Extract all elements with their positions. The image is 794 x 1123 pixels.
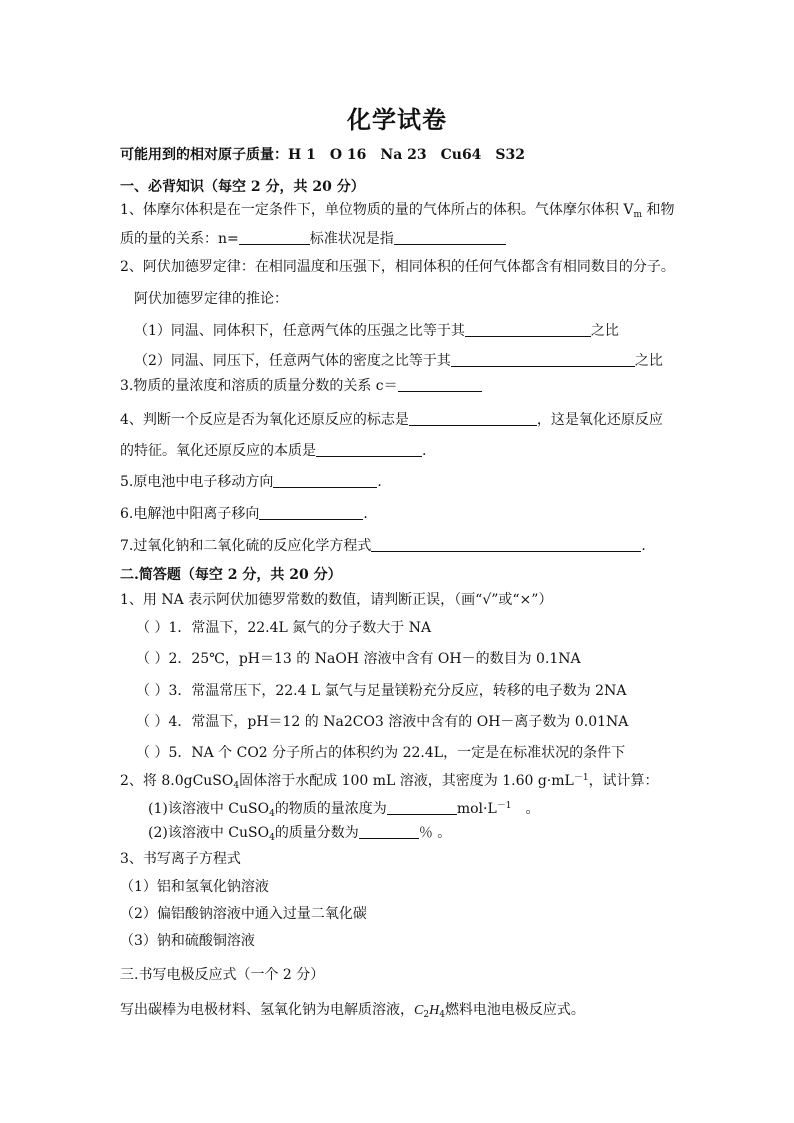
answer-blank[interactable] xyxy=(239,231,310,245)
s1-q1-b-pre: 质的量的关系：n= xyxy=(120,231,239,247)
s1-q3-text: 3.物质的量浓度和溶质的质量分数的关系 c＝ xyxy=(120,378,398,394)
s1-q7 xyxy=(120,537,646,555)
s1-q7-end: . xyxy=(641,538,646,554)
s1-q5 xyxy=(120,473,382,491)
s1-q2-2 xyxy=(134,352,663,370)
s1-q4-b-text: 的特征。氧化还原反应的本质是 xyxy=(120,443,316,459)
s2-q2-text-end: ，试计算： xyxy=(588,773,659,789)
s1-q6-end: . xyxy=(363,506,368,522)
answer-blank[interactable] xyxy=(398,378,482,392)
formula-c: C xyxy=(414,1003,424,1018)
s1-q6-text: 6.电解池中阳离子移向 xyxy=(120,506,260,522)
s1-q4-b-end: . xyxy=(422,443,427,459)
s2-item: （ ）2．25℃，pH＝13 的 NaOH 溶液中含有 OH－的数目为 0.1NA xyxy=(136,651,581,667)
s1-q2-1 xyxy=(134,322,619,340)
answer-blank[interactable] xyxy=(387,801,457,815)
s2-q3: 3、书写离子方程式 xyxy=(120,851,241,867)
s1-q3 xyxy=(120,377,482,395)
s2-q2-1-end: 。 xyxy=(511,801,540,817)
s1-q1-text-end: 和物 xyxy=(642,202,675,218)
s2-q2-1-text: (1)该溶液中 CuSO xyxy=(148,801,270,817)
s1-q2-sub: 阿伏加德罗定律的推论： xyxy=(134,291,288,307)
s2-q2-2-text: (2)该溶液中 CuSO xyxy=(148,825,270,841)
s2-q2-2-end: ％ 。 xyxy=(418,825,452,841)
answer-blank[interactable] xyxy=(259,506,363,520)
subscript: 4 xyxy=(269,833,275,843)
s2-q1: 1、用 NA 表示阿伏加德罗常数的数值，请判断正误，（画“√”或“×”） xyxy=(120,592,553,608)
section-3-header: 三.书写电极反应式（一个 2 分） xyxy=(120,967,325,983)
s1-q2-1-end: 之比 xyxy=(590,323,619,339)
subscript: 4 xyxy=(439,1010,445,1020)
atomic-masses: 可能用到的相对原子质量：H 1 O 16 Na 23 Cu64 S32 xyxy=(120,147,526,163)
s1-q2-1-text: （1）同温、同体积下，任意两气体的压强之比等于其 xyxy=(134,323,465,339)
answer-blank[interactable] xyxy=(465,323,591,337)
answer-blank[interactable] xyxy=(273,474,377,488)
s2-q2-2-mid: 的质量分数为 xyxy=(274,825,359,841)
s2-item: （ ）3．常温常压下，22.4 L 氯气与足量镁粉充分反应，转移的电子数为 2NA xyxy=(136,683,627,699)
s1-q2-2-text: （2）同温、同压下，任意两气体的密度之比等于其 xyxy=(134,353,451,369)
s1-q4-end: ，这是氧化还原反应 xyxy=(536,412,663,428)
superscript: －1 xyxy=(573,773,589,783)
s2-q2-1-unit: mol·L xyxy=(456,801,497,817)
s1-q1-line2 xyxy=(120,230,506,248)
s3-q-text: 写出碳棒为电极材料、氢氧化钠为电解质溶液， xyxy=(120,1002,414,1018)
answer-blank[interactable] xyxy=(451,353,635,367)
section-2-header: 二.简答题（每空 2 分，共 20 分） xyxy=(120,567,342,583)
s2-q2-text-mid: 固体溶于水配成 100 mL 溶液，其密度为 1.60 g·mL xyxy=(239,773,574,789)
s2-q2-text: 2、将 8.0gCuSO xyxy=(120,773,234,789)
superscript: －1 xyxy=(496,801,512,811)
s1-q4-text: 4、判断一个反应是否为氧化还原反应的标志是 xyxy=(120,412,409,428)
s2-q3-item: （2）偏铝酸钠溶液中通入过量二氧化碳 xyxy=(120,906,367,922)
s2-item: （ ）1．常温下，22.4L 氮气的分子数大于 NA xyxy=(136,620,432,636)
s2-q2-1-mid: 的物质的量浓度为 xyxy=(274,801,387,817)
s1-q5-text: 5.原电池中电子移动方向 xyxy=(120,474,274,490)
s1-q6 xyxy=(120,505,368,523)
s1-q1-line1 xyxy=(120,201,674,224)
s2-q2 xyxy=(120,769,659,795)
answer-blank[interactable] xyxy=(316,443,422,457)
s3-question xyxy=(120,1001,585,1024)
subscript: 2 xyxy=(423,1010,430,1020)
answer-blank[interactable] xyxy=(359,825,419,839)
s2-q2-1 xyxy=(148,797,539,823)
subscript: 4 xyxy=(233,781,240,791)
answer-blank[interactable] xyxy=(371,538,641,552)
s2-item: （ ）5．NA 个 CO2 分子所占的体积约为 22.4L，一定是在标准状况的条件下 xyxy=(136,745,626,761)
s1-q1-b-mid: 标准状况是指 xyxy=(309,231,394,247)
section-1-header: 一、必背知识（每空 2 分，共 20 分） xyxy=(120,179,365,195)
s1-q1-text: 1、体摩尔体积是在一定条件下，单位物质的量的气体所占的体积。气体摩尔体积 V xyxy=(120,202,634,218)
s2-q3-item: （3）钠和硫酸铜溶液 xyxy=(120,933,255,949)
s1-q2-2-end: 之比 xyxy=(634,353,663,369)
s2-q2-2 xyxy=(148,824,451,847)
answer-blank[interactable] xyxy=(394,231,506,245)
s2-q3-item: （1）铝和氢氧化钠溶液 xyxy=(120,879,269,895)
subscript: 4 xyxy=(269,809,275,819)
s1-q4-line1 xyxy=(120,411,663,429)
s3-q-end: 燃料电池电极反应式。 xyxy=(444,1002,585,1018)
s1-q7-text: 7.过氧化钠和二氧化硫的反应化学方程式 xyxy=(120,538,372,554)
answer-blank[interactable] xyxy=(409,412,537,426)
vm-subscript: m xyxy=(633,210,643,220)
s1-q2: 2、阿伏加德罗定律：在相同温度和压强下，相同体积的任何气体都含有相同数目的分子。 xyxy=(120,259,675,275)
s2-item: （ ）4．常温下，pH＝12 的 Na2CO3 溶液中含有的 OH－离子数为 0.01NA xyxy=(136,714,629,730)
s1-q5-end: . xyxy=(377,474,382,490)
page-title: 化学试卷 xyxy=(347,105,447,134)
formula-h: H xyxy=(429,1003,440,1018)
s1-q4-line2 xyxy=(120,442,426,460)
